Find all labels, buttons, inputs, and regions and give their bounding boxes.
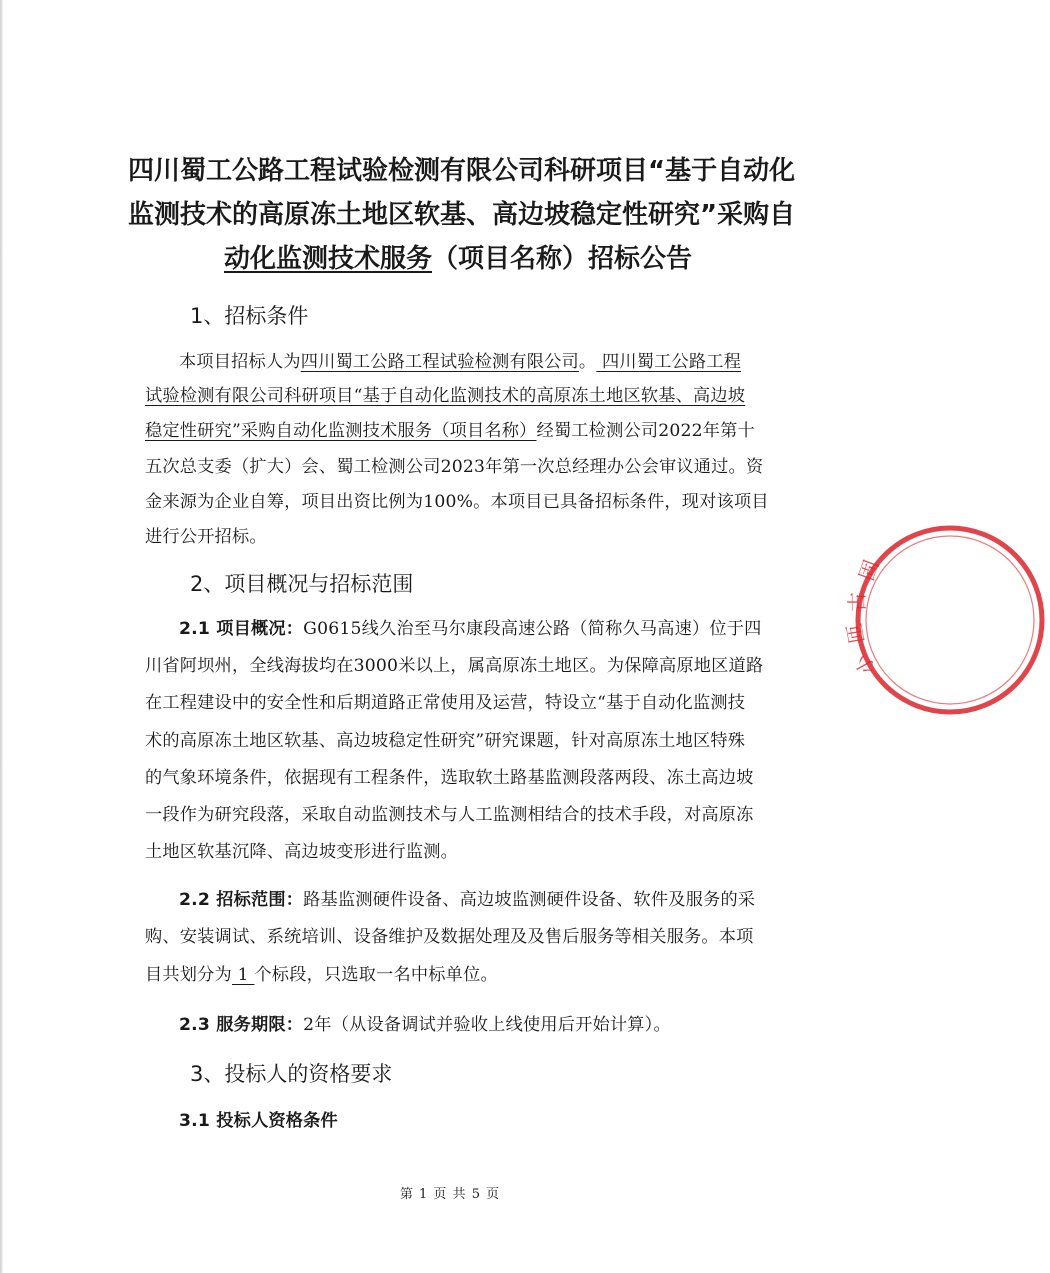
s21-line-1 bbox=[179, 614, 762, 639]
project-name-mid: 试验检测有限公司科研项目“基于自动化监测技术的高原冻土地区软基、高边坡 bbox=[145, 386, 746, 406]
svg-text:古: 古 bbox=[845, 592, 869, 612]
s23-label: 2.3 服务期限： bbox=[179, 1015, 304, 1035]
s1-text: 经蜀工检测公司2022年第十 bbox=[536, 421, 755, 441]
title-line-2: 监测技术的高原冻土地区软基、高边坡稳定性研究”采购自 bbox=[128, 200, 796, 230]
s23-text: 2年（从设备调试并验收上线使用后开始计算）。 bbox=[303, 1015, 671, 1035]
project-name-start: 四川蜀工公路工程 bbox=[596, 352, 742, 372]
s23-line-1 bbox=[179, 1010, 671, 1035]
project-name-end: 稳定性研究”采购自动化监测技术服务（项目名称） bbox=[145, 421, 537, 441]
s1-line-1 bbox=[179, 347, 741, 372]
s21-line-4: 术的高原冻土地区软基、高边坡稳定性研究”研究课题，针对高原冻土地区特殊 bbox=[145, 731, 746, 751]
company-seal bbox=[841, 520, 1050, 720]
s21-line-2: 川省阿坝州，全线海拔均在3000米以上，属高原冻土地区。为保障高原地区道路 bbox=[145, 656, 764, 676]
s1-line-6: 进行公开招标。 bbox=[145, 527, 267, 547]
svg-text:固: 固 bbox=[854, 556, 884, 584]
s22-line-1 bbox=[179, 885, 755, 910]
s1-line-5: 金来源为企业自筹，项目出资比例为100%。本项目已具备招标条件，现对该项目 bbox=[145, 492, 769, 512]
s21-label: 2.1 项目概况： bbox=[179, 619, 304, 639]
s22-line-2: 购、安装调试、系统培训、设备维护及数据处理及及售后服务等相关服务。本项 bbox=[145, 927, 754, 947]
s21-line-7: 土地区软基沉降、高边坡变形进行监测。 bbox=[145, 842, 458, 862]
s1-line-3 bbox=[145, 416, 755, 441]
s21-text: G0615线久治至马尔康段高速公路（简称久马高速）位于四 bbox=[303, 619, 762, 639]
s1-line-2 bbox=[145, 381, 745, 406]
tenderer-name: 四川蜀工公路工程试验检测有限公司 bbox=[300, 352, 579, 372]
title-line-3-rest: （项目名称）招标公告 bbox=[432, 244, 693, 274]
s22-text: 路基监测硬件设备、高边坡监测硬件设备、软件及服务的采 bbox=[303, 890, 756, 910]
s22-text: 目共划分为 bbox=[145, 965, 232, 985]
s21-line-3: 在工程建设中的安全性和后期道路正常使用及运营，特设立“基于自动化监测技 bbox=[145, 693, 746, 713]
s21-line-5: 的气象环境条件，依据现有工程条件，选取软土路基监测段落两段、冻土高边坡 bbox=[145, 768, 754, 788]
section-2-heading: 2、项目概况与招标范围 bbox=[190, 572, 414, 596]
s1-text: 。 bbox=[578, 352, 597, 372]
section-3-heading: 3、投标人的资格要求 bbox=[190, 1062, 393, 1086]
title-project-name: 动化监测技术服务 bbox=[223, 244, 432, 274]
page-footer: 第 1 页 共 5 页 bbox=[399, 1187, 501, 1202]
title-line-3 bbox=[128, 236, 788, 282]
s22-label: 2.2 招标范围： bbox=[179, 890, 304, 910]
s22-line-3 bbox=[145, 960, 498, 985]
s21-line-6: 一段作为研究段落，采取自动监测技术与人工监测相结合的技术手段，对高原冻 bbox=[145, 805, 754, 825]
s22-text: 个标段，只选取一名中标单位。 bbox=[254, 965, 498, 985]
lot-count: 1 bbox=[231, 965, 255, 985]
page-left-edge bbox=[0, 0, 3, 1273]
title-line-1: 四川蜀工公路工程试验检测有限公司科研项目“基于自动化 bbox=[128, 156, 796, 186]
svg-text:匝: 匝 bbox=[841, 621, 869, 646]
s31-heading: 3.1 投标人资格条件 bbox=[179, 1111, 338, 1131]
s1-line-4: 五次总支委（扩大）会、蜀工检测公司2023年第一次总经理办公会审议通过。资 bbox=[145, 457, 764, 477]
section-1-heading: 1、招标条件 bbox=[190, 304, 309, 328]
svg-text:小: 小 bbox=[849, 650, 881, 680]
s1-text: 本项目招标人为 bbox=[179, 352, 301, 372]
